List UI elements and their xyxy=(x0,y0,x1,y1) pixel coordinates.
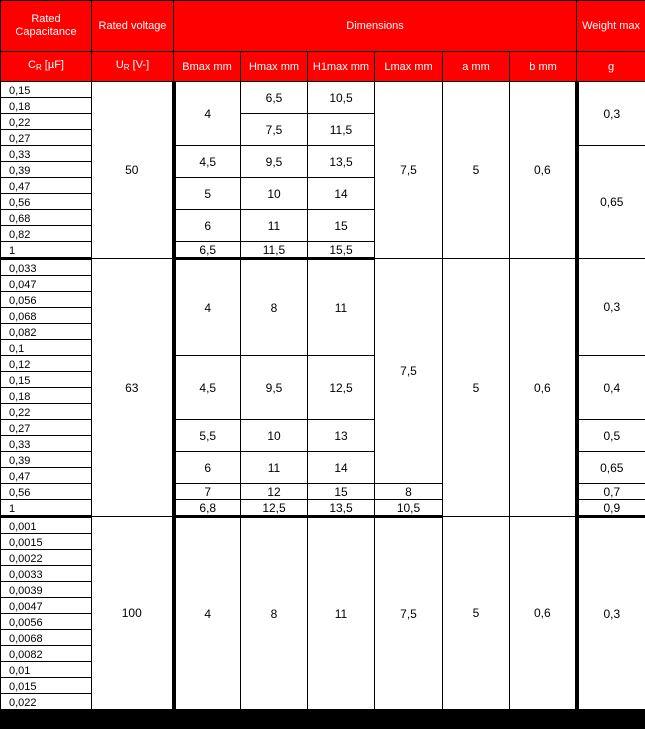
weight-cell: 0,3 xyxy=(577,259,645,356)
lmax-cell: 10,5 xyxy=(375,500,443,517)
cap-value: 0,068 xyxy=(1,308,92,324)
cap-value: 0,1 xyxy=(1,340,92,356)
b-cell: 0,6 xyxy=(510,517,577,710)
header-voltage-unit: $U_R$ [V-] xyxy=(92,52,174,82)
header-a: a mm xyxy=(443,52,510,82)
lmax-cell: 7,5 xyxy=(375,82,443,259)
header-h1max: H1max mm xyxy=(308,52,375,82)
cap-value: 0,01 xyxy=(1,662,92,678)
cap-value: 0,0039 xyxy=(1,582,92,598)
bmax-cell: 4 xyxy=(174,259,241,356)
hmax-cell: 9,5 xyxy=(241,146,308,178)
a-cell: 5 xyxy=(443,82,510,259)
hmax-cell: 12 xyxy=(241,484,308,500)
hmax-cell: 7,5 xyxy=(241,114,308,146)
weight-cell: 0,65 xyxy=(577,146,645,259)
cap-value: 0,0068 xyxy=(1,630,92,646)
h1max-cell: 14 xyxy=(308,178,375,210)
cap-value: 0,022 xyxy=(1,694,92,710)
hmax-cell: 11 xyxy=(241,210,308,242)
b-cell: 0,6 xyxy=(510,259,577,517)
cap-value: 0,56 xyxy=(1,194,92,210)
weight-cell: 0,65 xyxy=(577,452,645,484)
cap-value: 0,0033 xyxy=(1,566,92,582)
hmax-cell: 11,5 xyxy=(241,242,308,259)
weight-cell: 0,4 xyxy=(577,356,645,420)
lmax-cell: 8 xyxy=(375,484,443,500)
bmax-cell: 4 xyxy=(174,82,241,146)
header-hmax: Hmax mm xyxy=(241,52,308,82)
cap-value: 0,56 xyxy=(1,484,92,500)
cap-value: 0,68 xyxy=(1,210,92,226)
cap-value: 0,001 xyxy=(1,517,92,534)
weight-cell: 0,5 xyxy=(577,420,645,452)
weight-cell: 0,7 xyxy=(577,484,645,500)
cap-value: 0,39 xyxy=(1,162,92,178)
cap-value: 0,0047 xyxy=(1,598,92,614)
bmax-cell: 6,8 xyxy=(174,500,241,517)
weight-cell: 0,3 xyxy=(577,517,645,710)
cap-value: 0,15 xyxy=(1,372,92,388)
bmax-cell: 5,5 xyxy=(174,420,241,452)
weight-cell: 0,3 xyxy=(577,82,645,146)
b-cell: 0,6 xyxy=(510,82,577,259)
cap-value: 0,033 xyxy=(1,259,92,276)
cap-value: 0,47 xyxy=(1,468,92,484)
bmax-cell: 6 xyxy=(174,452,241,484)
bmax-cell: 4,5 xyxy=(174,146,241,178)
lmax-cell: 7,5 xyxy=(375,517,443,710)
cap-value: 0,82 xyxy=(1,226,92,242)
cap-value: 1 xyxy=(1,242,92,259)
hmax-cell: 11 xyxy=(241,452,308,484)
header-bmax: Bmax mm xyxy=(174,52,241,82)
bmax-cell: 7 xyxy=(174,484,241,500)
hmax-cell: 8 xyxy=(241,259,308,356)
header-weight: Weight max xyxy=(577,1,645,52)
cap-value: 0,047 xyxy=(1,276,92,292)
a-cell: 5 xyxy=(443,517,510,710)
cap-value: 0,015 xyxy=(1,678,92,694)
h1max-cell: 13,5 xyxy=(308,146,375,178)
weight-cell: 0,9 xyxy=(577,500,645,517)
cap-value: 0,18 xyxy=(1,388,92,404)
hmax-cell: 8 xyxy=(241,517,308,710)
h1max-cell: 11,5 xyxy=(308,114,375,146)
cap-value: 0,0056 xyxy=(1,614,92,630)
voltage-cell: 63 xyxy=(92,259,174,517)
h1max-cell: 13 xyxy=(308,420,375,452)
header-b: b mm xyxy=(510,52,577,82)
hmax-cell: 6,5 xyxy=(241,82,308,114)
h1max-cell: 14 xyxy=(308,452,375,484)
cap-value: 0,39 xyxy=(1,452,92,468)
cap-value: 0,22 xyxy=(1,114,92,130)
voltage-cell: 50 xyxy=(92,82,174,259)
cap-value: 0,056 xyxy=(1,292,92,308)
h1max-cell: 10,5 xyxy=(308,82,375,114)
bmax-cell: 4,5 xyxy=(174,356,241,420)
bmax-cell: 6,5 xyxy=(174,242,241,259)
header-weight-unit: g xyxy=(577,52,645,82)
header-capacitance-unit: $C_R$ [µF] xyxy=(1,52,92,82)
hmax-cell: 10 xyxy=(241,420,308,452)
header-dimensions: Dimensions xyxy=(174,1,577,52)
header-lmax: Lmax mm xyxy=(375,52,443,82)
cap-value: 0,27 xyxy=(1,130,92,146)
h1max-cell: 15 xyxy=(308,484,375,500)
hmax-cell: 9,5 xyxy=(241,356,308,420)
h1max-cell: 12,5 xyxy=(308,356,375,420)
cap-value: 0,47 xyxy=(1,178,92,194)
header-rated-voltage: Rated voltage xyxy=(92,1,174,52)
cap-value: 0,27 xyxy=(1,420,92,436)
hmax-cell: 10 xyxy=(241,178,308,210)
h1max-cell: 13,5 xyxy=(308,500,375,517)
cap-value: 0,22 xyxy=(1,404,92,420)
h1max-cell: 15,5 xyxy=(308,242,375,259)
cap-value: 0,0015 xyxy=(1,534,92,550)
h1max-cell: 15 xyxy=(308,210,375,242)
header-rated-capacitance: Rated Capacitance xyxy=(1,1,92,52)
voltage-cell: 100 xyxy=(92,517,174,710)
h1max-cell: 11 xyxy=(308,517,375,710)
hmax-cell: 12,5 xyxy=(241,500,308,517)
cap-value: 0,0082 xyxy=(1,646,92,662)
cap-value: 0,082 xyxy=(1,324,92,340)
cap-value: 0,0022 xyxy=(1,550,92,566)
cap-value: 1 xyxy=(1,500,92,517)
cap-value: 0,12 xyxy=(1,356,92,372)
cap-value: 0,15 xyxy=(1,82,92,98)
cap-value: 0,18 xyxy=(1,98,92,114)
bmax-cell: 4 xyxy=(174,517,241,710)
bmax-cell: 6 xyxy=(174,210,241,242)
bmax-cell: 5 xyxy=(174,178,241,210)
cap-value: 0,33 xyxy=(1,146,92,162)
cap-value: 0,33 xyxy=(1,436,92,452)
h1max-cell: 11 xyxy=(308,259,375,356)
lmax-cell: 7,5 xyxy=(375,259,443,484)
a-cell: 5 xyxy=(443,259,510,517)
